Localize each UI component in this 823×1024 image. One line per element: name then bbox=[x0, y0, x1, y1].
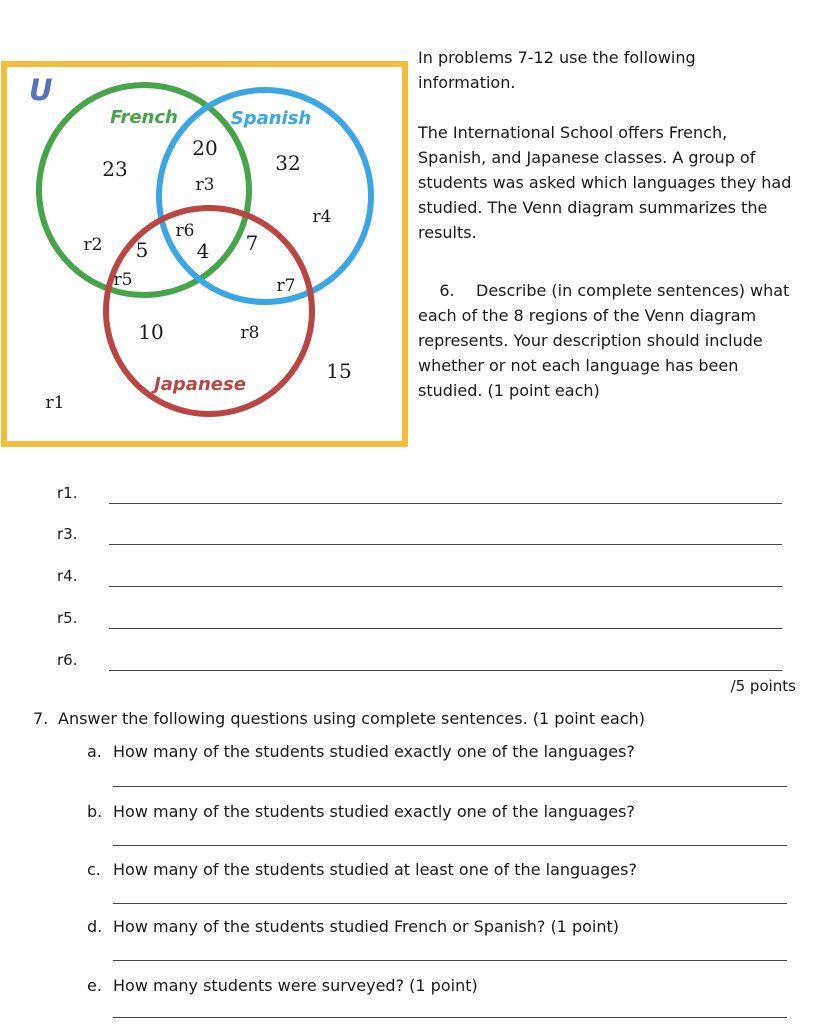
question-6 bbox=[418, 278, 798, 403]
question-7c bbox=[87, 860, 787, 879]
spanish-label: Spanish bbox=[230, 108, 312, 129]
answer-line[interactable] bbox=[109, 503, 782, 504]
points-total: /5 points bbox=[730, 677, 796, 695]
sub-text: How many students were surveyed? (1 point) bbox=[113, 976, 478, 995]
sub-letter: b. bbox=[87, 802, 103, 821]
intro-paragraph-1: In problems 7-12 use the following information. bbox=[418, 48, 696, 92]
count-french-japanese: 5 bbox=[135, 238, 149, 262]
sub-text: How many of the students studied at least one of the languages? bbox=[113, 860, 637, 879]
count-japanese-only: 10 bbox=[138, 320, 164, 344]
question-7e bbox=[87, 976, 787, 995]
count-french-spanish: 20 bbox=[192, 136, 218, 160]
question-7-text: Answer the following questions using complete sentences. (1 point each) bbox=[58, 709, 645, 728]
french-label: French bbox=[110, 107, 178, 128]
universe-label: U bbox=[29, 73, 53, 107]
answer-row-r1 bbox=[57, 482, 782, 506]
answer-line-7d[interactable] bbox=[113, 960, 787, 961]
question-6-text: Describe (in complete sentences) what each of the 8 regions of the Venn diagram represents. Your description should include whether or not each language has been studied. (1 point each) bbox=[418, 281, 790, 400]
count-spanish-japanese: 7 bbox=[245, 231, 259, 255]
answer-label: r3. bbox=[57, 525, 78, 543]
sub-letter: e. bbox=[87, 976, 102, 995]
question-7a bbox=[87, 742, 787, 761]
region-label-r8: r8 bbox=[240, 323, 260, 343]
answer-label: r1. bbox=[57, 484, 78, 502]
sub-text: How many of the students studied exactly one of the languages? bbox=[113, 802, 635, 821]
answer-label: r5. bbox=[57, 609, 78, 627]
answer-row-r5 bbox=[57, 607, 782, 631]
question-6-number: 6. bbox=[439, 281, 455, 300]
region-label-r4: r4 bbox=[312, 207, 332, 227]
answer-line-7a[interactable] bbox=[113, 786, 787, 787]
answer-row-r6 bbox=[57, 649, 782, 673]
region-label-r1: r1 bbox=[45, 393, 65, 413]
count-all-three: 4 bbox=[196, 239, 210, 263]
region-label-r2: r2 bbox=[83, 235, 103, 255]
answer-line[interactable] bbox=[109, 586, 782, 587]
answer-line-7b[interactable] bbox=[113, 845, 787, 846]
region-label-r6: r6 bbox=[175, 221, 195, 241]
question-7 bbox=[33, 709, 645, 728]
region-label-r7: r7 bbox=[276, 276, 296, 296]
count-outside-japanese: 15 bbox=[326, 359, 352, 383]
intro-paragraph-2: The International School offers French, Spanish, and Japanese classes. A group of students was asked which languages they had studied. The Venn diagram summarizes the results. bbox=[418, 123, 792, 242]
count-spanish-only: 32 bbox=[275, 151, 301, 175]
count-french-only: 23 bbox=[102, 157, 128, 181]
answer-row-r3 bbox=[57, 523, 782, 547]
region-label-r3: r3 bbox=[195, 175, 215, 195]
sub-text: How many of the students studied exactly one of the languages? bbox=[113, 742, 635, 761]
sub-letter: a. bbox=[87, 742, 102, 761]
answer-line[interactable] bbox=[109, 670, 782, 671]
sub-letter: c. bbox=[87, 860, 101, 879]
answer-line[interactable] bbox=[109, 544, 782, 545]
sub-letter: d. bbox=[87, 917, 103, 936]
japanese-label: Japanese bbox=[154, 374, 246, 395]
sub-text: How many of the students studied French or Spanish? (1 point) bbox=[113, 917, 619, 936]
answer-line-7e[interactable] bbox=[113, 1017, 787, 1018]
answer-row-r4 bbox=[57, 565, 782, 589]
region-label-r5: r5 bbox=[113, 270, 133, 290]
answer-label: r4. bbox=[57, 567, 78, 585]
question-7d bbox=[87, 917, 787, 936]
answer-label: r6. bbox=[57, 651, 78, 669]
answer-line-7c[interactable] bbox=[113, 903, 787, 904]
venn-diagram bbox=[0, 48, 410, 450]
question-7-number: 7. bbox=[33, 709, 49, 728]
answer-line[interactable] bbox=[109, 628, 782, 629]
question-7b bbox=[87, 802, 787, 821]
